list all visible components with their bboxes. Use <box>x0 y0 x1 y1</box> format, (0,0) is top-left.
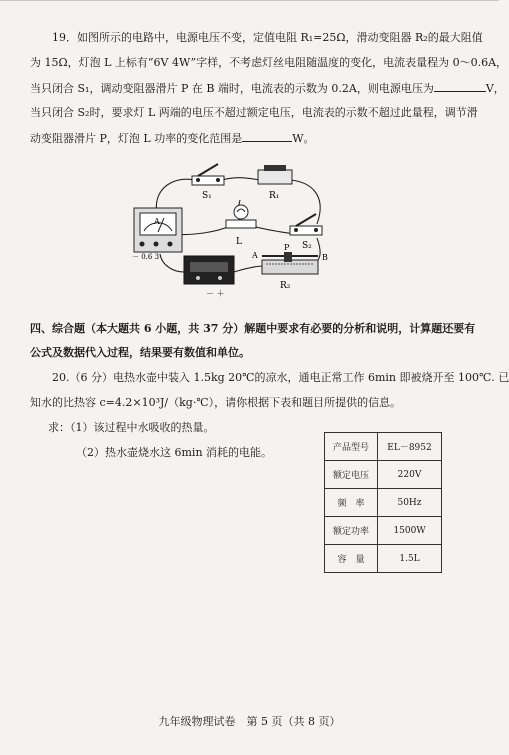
label-b: B <box>322 253 328 262</box>
ammeter <box>134 208 182 252</box>
section4-line1: 四、综合题（本大题共 6 小题，共 37 分）解题中要求有必要的分析和说明，计算题还要有 <box>30 322 476 335</box>
ammeter-symbol: A <box>154 217 160 226</box>
label-s2: S₂ <box>302 241 312 251</box>
resistor-r1 <box>258 165 292 184</box>
q19-line1: 19．如图所示的电路中，电源电压不变，定值电阻 R₁=25Ω，滑动变阻器 R₂的最大阻值 <box>52 31 483 44</box>
q19-line3 <box>30 81 505 96</box>
spec-value: 1500W <box>378 517 442 545</box>
ammeter-terminals: － 0.6 3 <box>132 253 160 261</box>
switch-s1 <box>192 164 224 185</box>
rheostat-r2 <box>262 252 318 274</box>
battery-terminals: － ＋ <box>206 289 225 298</box>
q19-line5-unit: W。 <box>292 132 315 145</box>
q20-line1: 20.（6 分）电热水壶中装入 1.5kg 20℃的凉水，通电正常工作 6min 即被烧开至 100℃. 已 <box>52 371 509 384</box>
spec-value: EL－8952 <box>378 433 442 461</box>
spec-label: 额定电压 <box>325 461 378 489</box>
switch-s2 <box>290 214 322 235</box>
q19-line5-text: 动变阻器滑片 P，灯泡 L 功率的变化范围是 <box>30 132 243 145</box>
page-footer: 九年级物理试卷 第 5 页（共 8 页） <box>158 715 341 728</box>
table-row <box>325 517 442 545</box>
label-r2: R₂ <box>280 281 291 291</box>
spec-value: 50Hz <box>378 489 442 517</box>
answer-blank-power-range[interactable] <box>242 131 292 142</box>
label-lamp: L <box>236 237 242 247</box>
spec-label: 频 率 <box>325 489 378 517</box>
q19-line5 <box>30 131 315 146</box>
section4-line2: 公式及数据代入过程，结果要有数值和单位。 <box>30 346 250 359</box>
q19-line4: 当只闭合 S₂时，要求灯 L 两端的电压不超过额定电压，电流表的示数不超过此量程，调节滑 <box>30 106 478 119</box>
table-row <box>325 489 442 517</box>
answer-blank-voltage[interactable] <box>434 81 486 92</box>
q20-line2: 知水的比热容 c=4.2×10³J/（kg·℃），请你根据下表和题目所提供的信息。 <box>30 396 402 409</box>
lamp-l <box>226 205 256 228</box>
label-p: P <box>284 243 290 252</box>
wire-battery-r2 <box>234 266 264 272</box>
q19-line2: 为 15Ω，灯泡 L 上标有“6V 4W”字样，不考虑灯丝电阻随温度的变化，电流表量程为 0～0.6A， <box>30 56 508 69</box>
wire-ammeter-battery <box>160 254 184 272</box>
wire-r1-s2 <box>290 180 320 224</box>
q20-ask1: 求：（1）该过程中水吸收的热量。 <box>48 421 215 434</box>
label-a: A <box>252 251 258 260</box>
wire-lamp-s2 <box>252 226 294 234</box>
kettle-spec-table <box>324 432 442 573</box>
label-s1: S₁ <box>202 191 212 201</box>
spec-label: 额定功率 <box>325 517 378 545</box>
spec-value: 220V <box>378 461 442 489</box>
circuit-diagram <box>122 156 342 304</box>
q19-line3-unit: V， <box>485 82 505 95</box>
power-supply <box>184 256 234 284</box>
spec-label: 容 量 <box>325 545 378 573</box>
table-row <box>325 545 442 573</box>
table-row <box>325 461 442 489</box>
wire-s1-r1 <box>222 178 260 180</box>
spec-value: 1.5L <box>378 545 442 573</box>
q19-line3-text: 当只闭合 S₁，调动变阻器滑片 P 在 B 端时，电流表的示数为 0.2A，则电源电压为 <box>30 82 434 95</box>
label-r1: R₁ <box>269 191 280 201</box>
table-row <box>325 433 442 461</box>
q20-ask2: （2）热水壶烧水这 6min 消耗的电能。 <box>76 446 273 459</box>
spec-label: 产品型号 <box>325 433 378 461</box>
page-top-edge <box>0 0 499 1</box>
